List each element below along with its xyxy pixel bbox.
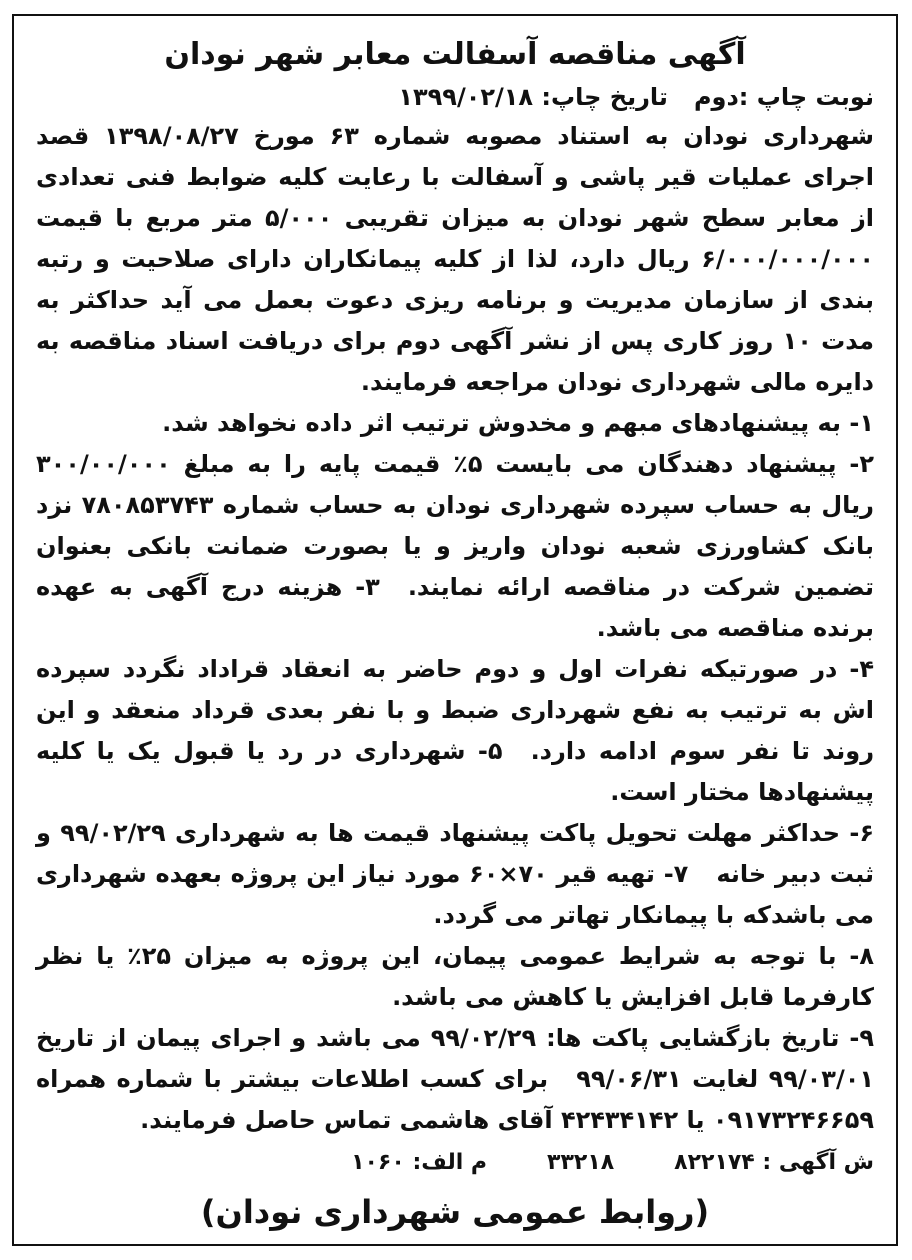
condition-8: ۸- با توجه به شرایط عمومی پیمان، این پروژه به میزان ۲۵٪ یا نظر کارفرما قابل افزایش یا کاهش می باشد. (36, 942, 874, 1011)
print-info (36, 78, 874, 116)
condition-4-5 (36, 649, 874, 813)
intro-paragraph: شهرداری نودان به استناد مصوبه شماره ۶۳ مورخ ۱۳۹۸/۰۸/۲۷ قصد اجرای عملیات قیر پاشی و آسفالت با رعایت کلیه ضوابط فنی تعدادی از معابر سطح شهر نودان به میزان تقریبی ۵/۰۰۰ متر مربع با قیمت ۶/۰۰۰/۰۰۰/۰۰۰ ریال دارد، لذا از کلیه پیمانکاران دارای صلاحیت و رتبه بندی از سازمان مدیریت و برنامه ریزی دعوت بعمل می آید حداکثر به مدت ۱۰ روز کاری پس از نشر آگهی دوم برای دریافت اسناد مناقصه به دایره مالی شهرداری نودان مراجعه فرمایند. (36, 122, 874, 396)
condition-9 (36, 1018, 874, 1141)
condition-6: ۶- حداکثر مهلت تحویل پاکت پیشنهاد قیمت ها به شهرداری ۹۹/۰۲/۲۹ و ثبت دبیر خانه (36, 819, 874, 888)
condition-1: ۱- به پیشنهادهای مبهم و مخدوش ترتیب اثر داده نخواهد شد. (162, 409, 874, 437)
condition-9-dates: ۹- تاریخ بازگشایی پاکت ها: ۹۹/۰۲/۲۹ می باشد و اجرای پیمان از تاریخ ۹۹/۰۳/۰۱ لغایت ۹۹/۰۶/۳۱ (36, 1024, 875, 1093)
condition-2: ۲- پیشنهاد دهندگان می بایست ۵٪ قیمت پایه را به مبلغ ۳۰۰/۰۰/۰۰۰ ریال به حساب سپرده شهرداری نودان به حساب شماره ۷۸۰۸۵۳۷۴۳ نزد بانک کشاورزی شعبه نودان واریز و یا بصورت ضمانت بانکی بعنوان تضمین شرکت در مناقصه ارائه نمایند. (36, 450, 874, 601)
print-date: تاریخ چاپ: ۱۳۹۹/۰۲/۱۸ (398, 83, 668, 111)
print-round: نوبت چاپ :دوم (693, 83, 874, 111)
contact-info: برای کسب اطلاعات بیشتر با شماره همراه ۰۹۱۷۳۲۴۶۶۵۹ یا ۴۲۴۳۴۱۴۲ آقای هاشمی تماس حاصل فرمایند. (36, 1065, 874, 1134)
notice-frame (12, 14, 898, 1246)
code-alef: م الف: ۱۰۶۰ (351, 1150, 488, 1175)
condition-6-7 (36, 813, 874, 936)
footer-signature: (روابط عمومی شهرداری نودان) (200, 1193, 710, 1231)
code-2: ۳۳۲۱۸ (547, 1150, 615, 1175)
condition-7: ۷- تهیه قیر ۷۰×۶۰ مورد نیاز این پروژه بعهده شهرداری می باشدکه با پیمانکار تهاتر می گردد. (36, 860, 874, 929)
condition-4: ۴- در صورتیکه نفرات اول و دوم حاضر به انعقاد قراداد نگردد سپرده اش به ترتیب به نفع شهرداری ضبط و با نفر بعدی قرداد منعقد و این روند تا نفر سوم ادامه دارد. (36, 655, 875, 765)
notice-title: آگهی مناقصه آسفالت معابر شهر نودان (164, 37, 746, 72)
condition-2-3 (36, 444, 874, 649)
ad-number: ش آگهی : ۸۲۲۱۷۴ (674, 1150, 874, 1175)
condition-3: ۳- هزینه درج آگهی به عهده برنده مناقصه می باشد. (36, 573, 874, 642)
condition-5: ۵- شهرداری در رد یا قبول یک یا کلیه پیشنهادها مختار است. (36, 737, 874, 806)
ad-codes (36, 1143, 874, 1183)
